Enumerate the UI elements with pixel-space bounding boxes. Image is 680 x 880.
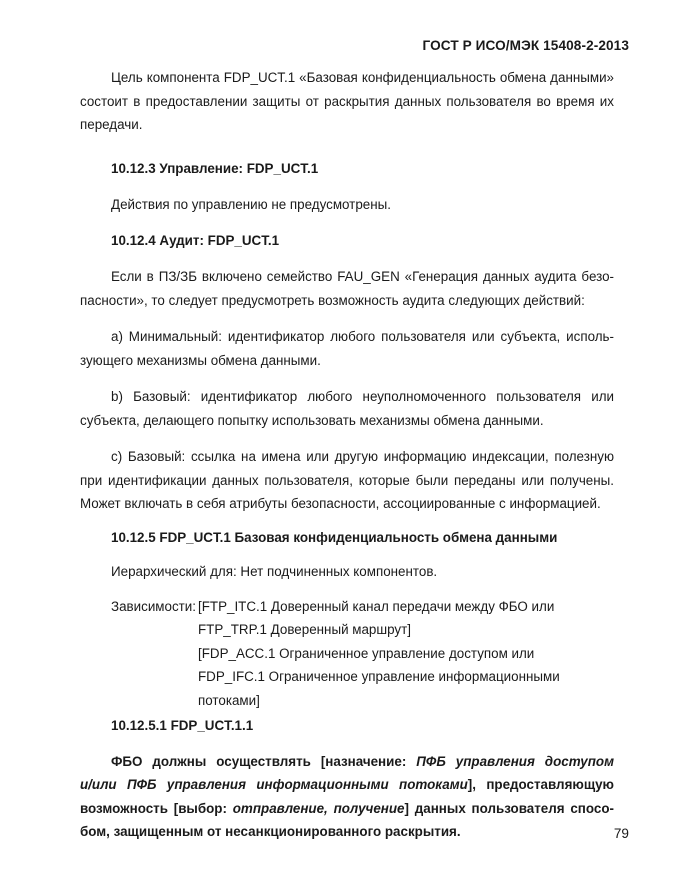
audit-item-c-line-1: с) Базовый: ссылка на имена или другую информацию индексации, полезную: [111, 449, 614, 464]
audit-paragraph: [80, 265, 614, 312]
standard-header: ГОСТ Р ИСО/МЭК 15408-2-2013: [422, 38, 629, 53]
hierarchy-text: Иерархический для: Нет подчиненных компонентов.: [111, 564, 438, 579]
requirement-paragraph: [80, 750, 614, 844]
requirement-text-3a: возможность [выбор:: [80, 800, 233, 816]
audit-line-2: пасности», то следует предусмотреть возможность аудита следующих действий:: [80, 292, 585, 308]
management-text: Действия по управлению не предусмотрены.: [111, 197, 391, 212]
audit-item-b-line-2: субъекта, делающего попытку использовать механизмы обмена данными.: [80, 412, 544, 428]
dependency-line-4: FDP_IFC.1 Ограниченное управление информационными потоками]: [198, 669, 560, 708]
audit-item-c-line-3: Может включать в себя атрибуты безопасности, ассоциированные с информацией.: [80, 496, 601, 511]
requirement-line-3: [80, 797, 614, 821]
section-component-title: 10.12.5 FDP_UCT.1 Базовая конфиденциальность обмена данными: [111, 529, 558, 545]
dependencies-block: [80, 595, 614, 713]
audit-line-1: Если в ПЗ/ЗБ включено семейство FAU_GEN «Генерация данных аудита безо-: [111, 269, 614, 284]
audit-item-a: [80, 325, 614, 372]
intro-line-3: передачи.: [80, 117, 143, 132]
page-number: 79: [613, 826, 629, 841]
audit-item-a-line-1: а) Минимальный: идентификатор любого пользователя или субъекта, исполь-: [111, 329, 614, 344]
audit-item-a-line-2: зующего механизмы обмена данными.: [80, 352, 321, 368]
dependencies-label: Зависимости:: [111, 598, 196, 614]
intro-line-2: состоит в предоставлении защиты от раскрытия данных пользователя во время их: [80, 93, 614, 109]
requirement-text-2b: ], предоставляющую: [467, 777, 614, 792]
intro-line-1: Цель компонента FDP_UCT.1 «Базовая конфиденциальность обмена данными»: [111, 70, 614, 85]
element-title: 10.12.5.1 FDP_UCT.1.1: [111, 718, 254, 733]
section-management-title: 10.12.3 Управление: FDP_UCT.1: [111, 160, 319, 176]
audit-item-b-line-1: b) Базовый: идентификатор любого неуполномоченного пользователя или: [111, 389, 614, 404]
section-audit-title: 10.12.4 Аудит: FDP_UCT.1: [111, 232, 280, 248]
requirement-assignment-1: ПФБ управления доступом: [416, 753, 614, 769]
dependency-line-1: [FTP_ITC.1 Доверенный канал передачи между ФБО или: [198, 598, 555, 614]
intro-paragraph: [80, 66, 614, 137]
requirement-text-1a: ФБО должны осуществлять [назначение:: [111, 753, 417, 769]
requirement-text-3c: ] данных пользователя спосо-: [404, 800, 614, 816]
audit-item-b: [80, 385, 614, 432]
requirement-line-4: бом, защищенным от несанкционированного раскрытия.: [80, 824, 461, 839]
dependency-line-3: [FDP_ACC.1 Ограниченное управление доступом или: [198, 645, 535, 661]
requirement-line-1: [80, 750, 614, 774]
page-content: [80, 66, 614, 844]
audit-item-c-line-2: при идентификации данных пользователя, которые были переданы или получены.: [80, 472, 614, 488]
requirement-selection: отправление, получение: [232, 800, 405, 816]
requirement-line-2: [80, 773, 614, 797]
requirement-assignment-2: и/или ПФБ управления информационными потоками: [80, 777, 468, 792]
dependency-line-2: FTP_TRP.1 Доверенный маршрут]: [198, 622, 411, 637]
audit-item-c: [80, 445, 614, 516]
